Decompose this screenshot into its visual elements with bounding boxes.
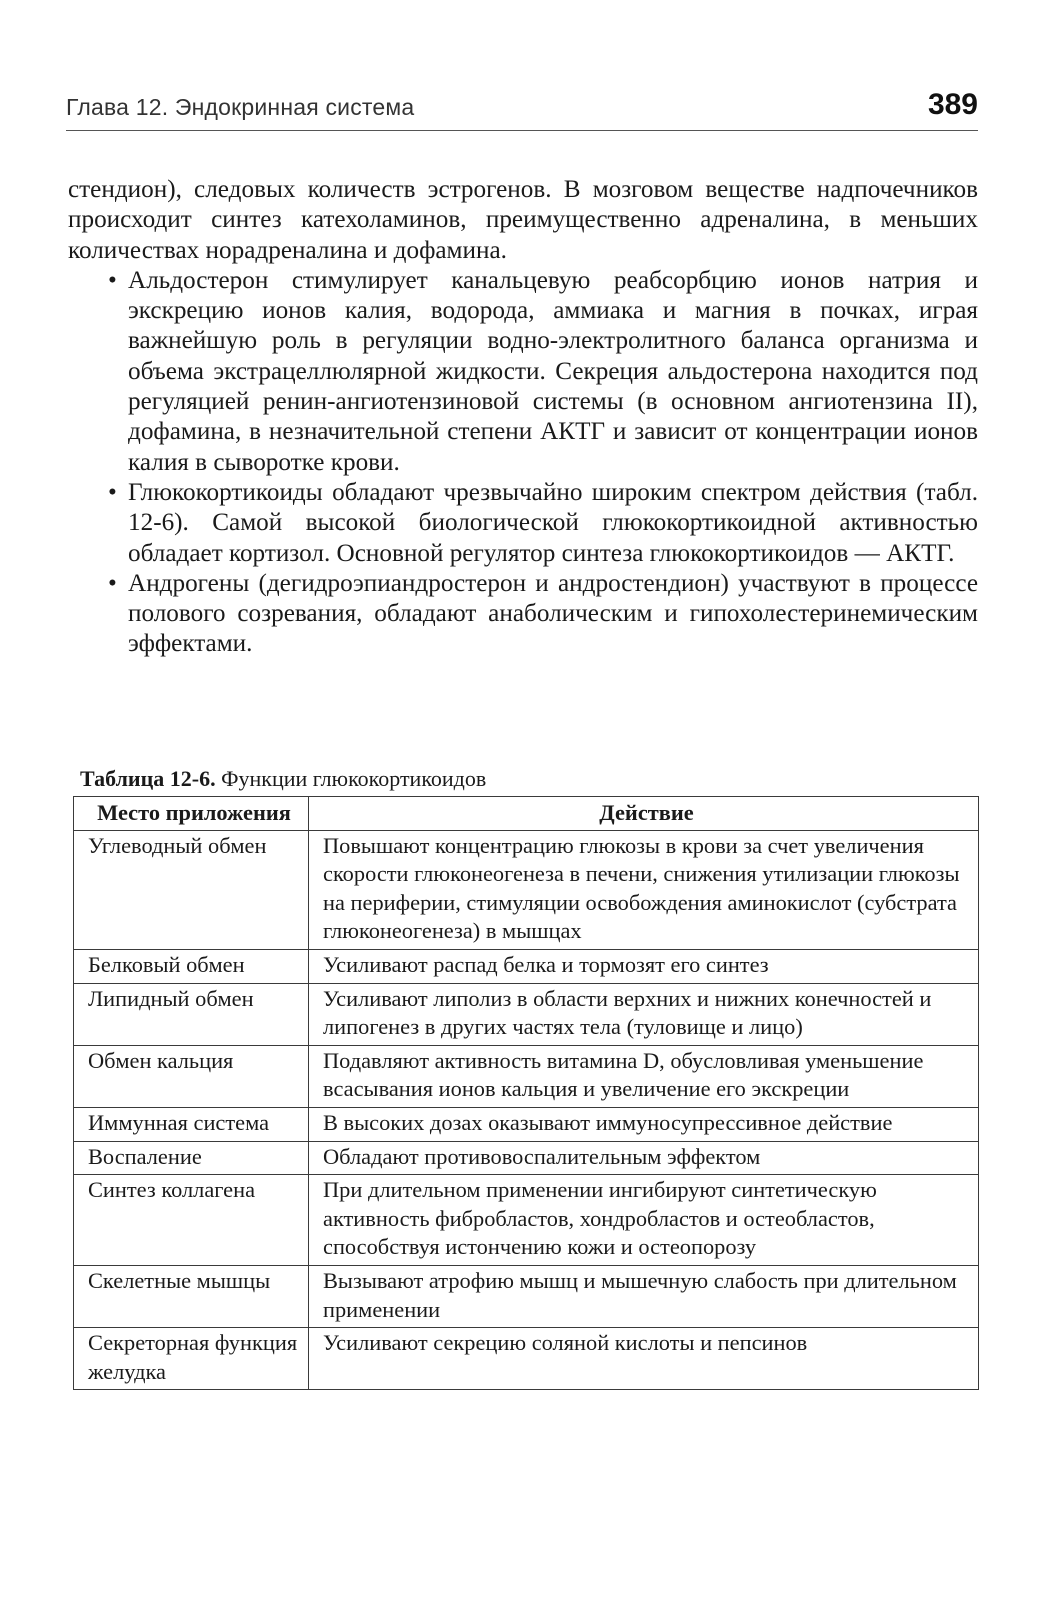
cell-site: Иммунная система	[74, 1107, 309, 1141]
bullet-item-glucocorticoids	[68, 478, 978, 569]
cell-site: Белковый обмен	[74, 949, 309, 983]
bullet-text: Андрогены (дегидроэпиандростерон и андростендион) участвуют в процессе полового созревания, обладают анаболическим и гипохолестеринемическим эффектами.	[128, 569, 978, 658]
running-header	[66, 86, 978, 131]
table-row	[74, 1107, 979, 1141]
table-row	[74, 1328, 979, 1390]
cell-action: Усиливают распад белка и тормозят его синтез	[309, 949, 979, 983]
cell-action: Вызывают атрофию мышц и мышечную слабость при длительном применении	[309, 1265, 979, 1327]
table-caption-title: Функции глюкокортикоидов	[221, 766, 487, 791]
table-row	[74, 830, 979, 949]
table-row	[74, 1175, 979, 1266]
table-row	[74, 983, 979, 1045]
cell-site: Секреторная функция желудка	[74, 1328, 309, 1390]
intro-paragraph: стендион), следовых количеств эстрогенов. В мозговом веществе надпочечников происходит синтез катехоламинов, преимущественно адреналина, в меньших количествах норадреналина и дофамина.	[68, 176, 978, 264]
cell-action: Усиливают липолиз в области верхних и нижних конечностей и липогенез в других частях тела (туловище и лицо)	[309, 983, 979, 1045]
bullet-item-aldosterone	[68, 266, 978, 478]
bullet-marker: •	[108, 569, 117, 597]
cell-action: Подавляют активность витамина D, обусловливая уменьшение всасывания ионов кальция и увеличение его экскреции	[309, 1045, 979, 1107]
table-header-row	[74, 797, 979, 831]
table-row	[74, 1045, 979, 1107]
table-row	[74, 949, 979, 983]
hormone-bullet-list	[68, 266, 978, 660]
bullet-marker: •	[108, 266, 117, 294]
bullet-text: Глюкокортикоиды обладают чрезвычайно широким спектром действия (табл. 12-6). Самой высокой биологической глюкокортикоидной активностью обладает кортизол. Основной регулятор синтеза глюкокортикоидов — АКТГ.	[128, 478, 978, 567]
glucocorticoid-functions-table	[73, 796, 979, 1390]
cell-site: Липидный обмен	[74, 983, 309, 1045]
cell-site: Синтез коллагена	[74, 1175, 309, 1266]
cell-action: При длительном применении ингибируют синтетическую активность фибробластов, хондробластов и остеобластов, способствуя истончению кожи и остеопорозу	[309, 1175, 979, 1266]
column-header-site: Место приложения	[74, 797, 309, 831]
cell-action: Повышают концентрацию глюкозы в крови за счет увеличения скорости глюконеогенеза в печени, снижения утилизации глюкозы на периферии, стимуляции освобождения аминокислот (субстрата глюконеогенеза) в мышцах	[309, 830, 979, 949]
column-header-action: Действие	[309, 797, 979, 831]
table-row	[74, 1141, 979, 1175]
body-text	[68, 175, 978, 660]
cell-action: Усиливают секрецию соляной кислоты и пепсинов	[309, 1328, 979, 1390]
cell-site: Воспаление	[74, 1141, 309, 1175]
bullet-marker: •	[108, 478, 117, 506]
bullet-item-androgens	[68, 569, 978, 660]
table-caption-number: Таблица 12-6.	[80, 766, 216, 791]
cell-site: Скелетные мышцы	[74, 1265, 309, 1327]
bullet-text: Альдостерон стимулирует канальцевую реабсорбцию ионов натрия и экскрецию ионов калия, водорода, аммиака и магния в почках, играя важнейшую роль в регуляции водно-электролитного баланса организма и объема экстрацеллюлярной жидкости. Секреция альдостерона находится под регуляцией ренин-ангиотензиновой системы (в основном ангиотензина II), дофамина, в незначительной степени АКТГ и зависит от концентрации ионов калия в сыворотке крови.	[128, 266, 978, 476]
cell-site: Обмен кальция	[74, 1045, 309, 1107]
cell-action: Обладают противовоспалительным эффектом	[309, 1141, 979, 1175]
table-caption	[80, 765, 486, 793]
cell-action: В высоких дозах оказывают иммуносупрессивное действие	[309, 1107, 979, 1141]
cell-site: Углеводный обмен	[74, 830, 309, 949]
table-row	[74, 1265, 979, 1327]
page-number: 389	[927, 88, 978, 121]
chapter-title: Глава 12. Эндокринная система	[66, 94, 415, 120]
